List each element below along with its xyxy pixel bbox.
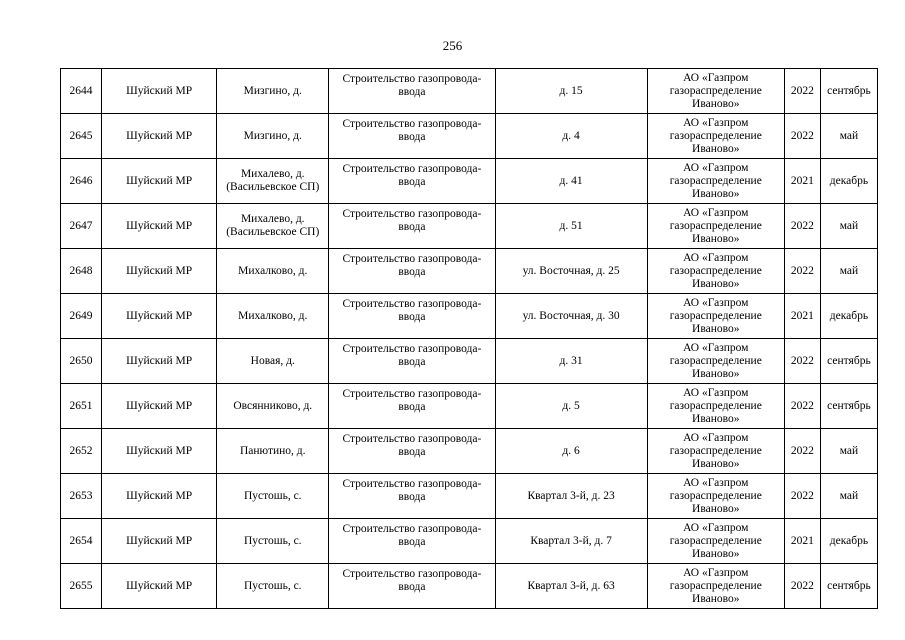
locality-cell: Мизгино, д. (217, 114, 329, 159)
month-cell: май (820, 474, 877, 519)
address-cell: д. 31 (495, 339, 647, 384)
row-number: 2654 (61, 519, 102, 564)
locality-cell: Пустошь, с. (217, 519, 329, 564)
year-cell: 2022 (784, 114, 820, 159)
locality-cell: Панютино, д. (217, 429, 329, 474)
month-cell: сентябрь (820, 564, 877, 609)
table-row (61, 294, 878, 339)
table-row (61, 519, 878, 564)
locality-cell: Мизгино, д. (217, 69, 329, 114)
row-number: 2650 (61, 339, 102, 384)
address-cell: Квартал 3-й, д. 23 (495, 474, 647, 519)
address-cell: Квартал 3-й, д. 7 (495, 519, 647, 564)
year-cell: 2022 (784, 384, 820, 429)
district-cell: Шуйский МР (102, 249, 217, 294)
table-row (61, 159, 878, 204)
table-row (61, 69, 878, 114)
locality-cell: Овсянниково, д. (217, 384, 329, 429)
month-cell: декабрь (820, 159, 877, 204)
district-cell: Шуйский МР (102, 69, 217, 114)
organization-cell: АО «Газпром газораспределение Иваново» (647, 204, 784, 249)
table-row (61, 384, 878, 429)
table-row (61, 564, 878, 609)
row-number: 2648 (61, 249, 102, 294)
month-cell: декабрь (820, 519, 877, 564)
district-cell: Шуйский МР (102, 474, 217, 519)
year-cell: 2022 (784, 204, 820, 249)
month-cell: сентябрь (820, 384, 877, 429)
district-cell: Шуйский МР (102, 564, 217, 609)
year-cell: 2022 (784, 69, 820, 114)
row-number: 2649 (61, 294, 102, 339)
address-cell: д. 15 (495, 69, 647, 114)
address-cell: ул. Восточная, д. 25 (495, 249, 647, 294)
year-cell: 2022 (784, 339, 820, 384)
locality-cell: Михалево, д. (Васильевское СП) (217, 159, 329, 204)
year-cell: 2021 (784, 159, 820, 204)
work-type-cell: Строительство газопровода-ввода (329, 384, 495, 429)
district-cell: Шуйский МР (102, 114, 217, 159)
district-cell: Шуйский МР (102, 159, 217, 204)
organization-cell: АО «Газпром газораспределение Иваново» (647, 384, 784, 429)
district-cell: Шуйский МР (102, 519, 217, 564)
work-type-cell: Строительство газопровода-ввода (329, 564, 495, 609)
organization-cell: АО «Газпром газораспределение Иваново» (647, 294, 784, 339)
work-type-cell: Строительство газопровода-ввода (329, 69, 495, 114)
row-number: 2646 (61, 159, 102, 204)
locality-cell: Пустошь, с. (217, 564, 329, 609)
year-cell: 2022 (784, 564, 820, 609)
row-number: 2644 (61, 69, 102, 114)
organization-cell: АО «Газпром газораспределение Иваново» (647, 249, 784, 294)
address-cell: д. 4 (495, 114, 647, 159)
gasification-table (60, 68, 878, 609)
district-cell: Шуйский МР (102, 384, 217, 429)
row-number: 2651 (61, 384, 102, 429)
organization-cell: АО «Газпром газораспределение Иваново» (647, 69, 784, 114)
organization-cell: АО «Газпром газораспределение Иваново» (647, 519, 784, 564)
locality-cell: Михалково, д. (217, 294, 329, 339)
table-row (61, 339, 878, 384)
table-body (61, 69, 878, 609)
district-cell: Шуйский МР (102, 429, 217, 474)
organization-cell: АО «Газпром газораспределение Иваново» (647, 339, 784, 384)
locality-cell: Пустошь, с. (217, 474, 329, 519)
month-cell: сентябрь (820, 339, 877, 384)
year-cell: 2022 (784, 474, 820, 519)
district-cell: Шуйский МР (102, 339, 217, 384)
organization-cell: АО «Газпром газораспределение Иваново» (647, 114, 784, 159)
table-row (61, 114, 878, 159)
table-row (61, 204, 878, 249)
address-cell: д. 5 (495, 384, 647, 429)
month-cell: май (820, 429, 877, 474)
year-cell: 2021 (784, 519, 820, 564)
work-type-cell: Строительство газопровода-ввода (329, 339, 495, 384)
work-type-cell: Строительство газопровода-ввода (329, 429, 495, 474)
organization-cell: АО «Газпром газораспределение Иваново» (647, 429, 784, 474)
address-cell: д. 6 (495, 429, 647, 474)
work-type-cell: Строительство газопровода-ввода (329, 159, 495, 204)
table-row (61, 249, 878, 294)
year-cell: 2022 (784, 249, 820, 294)
work-type-cell: Строительство газопровода-ввода (329, 294, 495, 339)
organization-cell: АО «Газпром газораспределение Иваново» (647, 564, 784, 609)
work-type-cell: Строительство газопровода-ввода (329, 204, 495, 249)
month-cell: май (820, 204, 877, 249)
organization-cell: АО «Газпром газораспределение Иваново» (647, 474, 784, 519)
month-cell: май (820, 249, 877, 294)
row-number: 2655 (61, 564, 102, 609)
organization-cell: АО «Газпром газораспределение Иваново» (647, 159, 784, 204)
month-cell: май (820, 114, 877, 159)
district-cell: Шуйский МР (102, 204, 217, 249)
row-number: 2647 (61, 204, 102, 249)
row-number: 2653 (61, 474, 102, 519)
locality-cell: Михалково, д. (217, 249, 329, 294)
locality-cell: Новая, д. (217, 339, 329, 384)
page-number: 256 (442, 38, 463, 53)
row-number: 2652 (61, 429, 102, 474)
district-cell: Шуйский МР (102, 294, 217, 339)
work-type-cell: Строительство газопровода-ввода (329, 474, 495, 519)
month-cell: декабрь (820, 294, 877, 339)
month-cell: сентябрь (820, 69, 877, 114)
table-row (61, 474, 878, 519)
address-cell: д. 41 (495, 159, 647, 204)
address-cell: ул. Восточная, д. 30 (495, 294, 647, 339)
work-type-cell: Строительство газопровода-ввода (329, 519, 495, 564)
locality-cell: Михалево, д. (Васильевское СП) (217, 204, 329, 249)
address-cell: д. 51 (495, 204, 647, 249)
work-type-cell: Строительство газопровода-ввода (329, 114, 495, 159)
year-cell: 2022 (784, 429, 820, 474)
year-cell: 2021 (784, 294, 820, 339)
work-type-cell: Строительство газопровода-ввода (329, 249, 495, 294)
table-row (61, 429, 878, 474)
address-cell: Квартал 3-й, д. 63 (495, 564, 647, 609)
row-number: 2645 (61, 114, 102, 159)
